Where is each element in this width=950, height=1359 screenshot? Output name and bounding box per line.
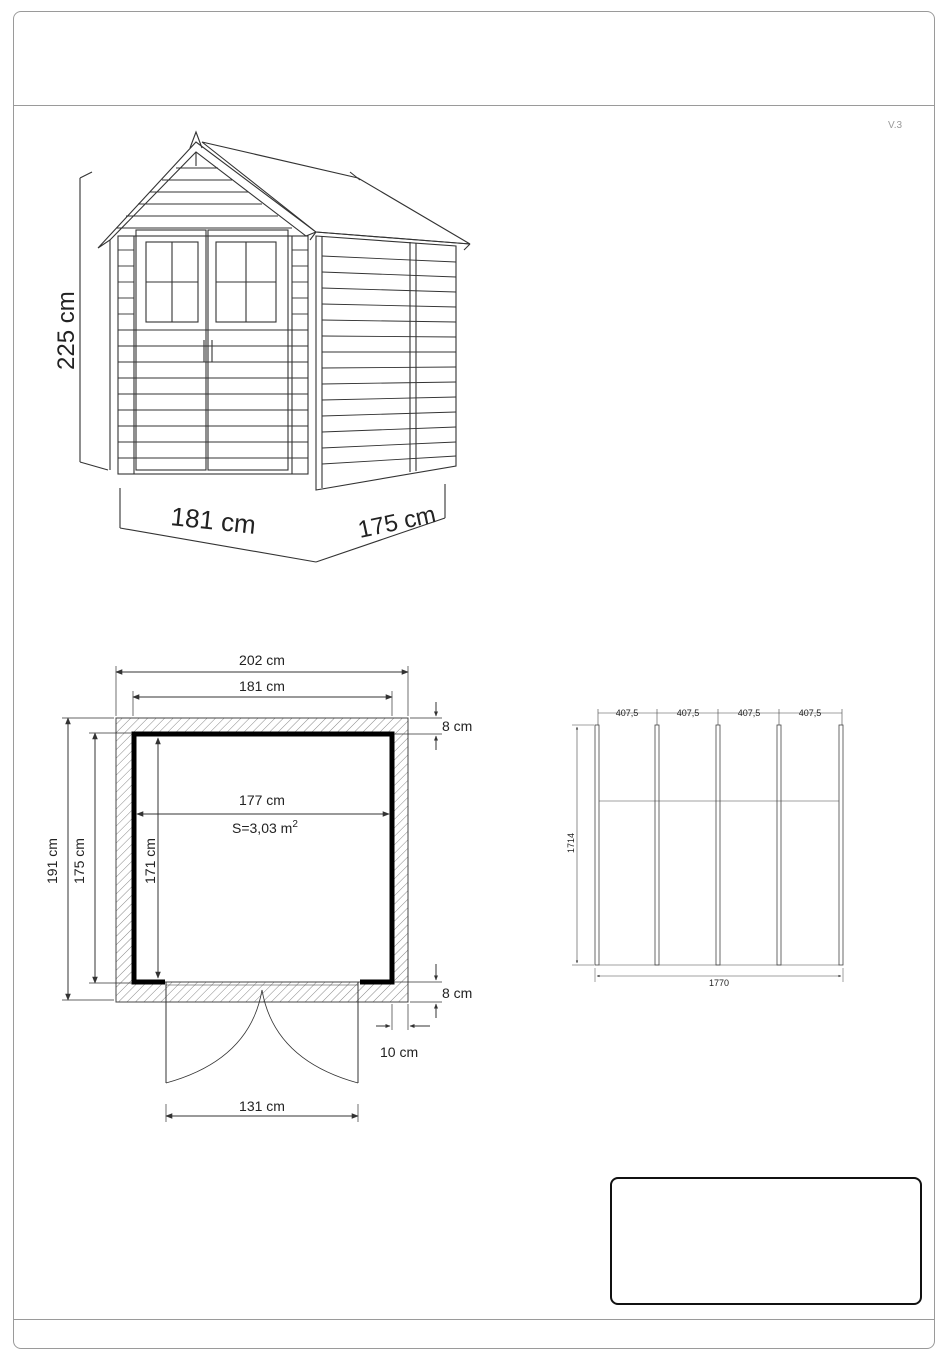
outer-depth-label: 191 cm <box>44 838 60 884</box>
front-width-label: 181 cm <box>169 501 258 540</box>
wall-depth-label: 175 cm <box>71 838 87 884</box>
roof-depth-label: 1714 <box>566 832 576 853</box>
wall-width-label: 181 cm <box>239 678 285 694</box>
panel-width-label-4: 407,5 <box>798 708 822 718</box>
inner-wall-outline <box>134 734 392 982</box>
floor-plan <box>44 652 472 1122</box>
area-label: S=3,03 $m^2$ <box>232 819 298 836</box>
side-depth-label: 175 cm <box>355 501 439 544</box>
beam-2 <box>655 725 659 965</box>
height-dimension <box>53 172 108 470</box>
panel-width-label-3: 407,5 <box>737 708 761 718</box>
top-wall-label: 8 cm <box>442 718 473 734</box>
panel-width-label-1: 407,5 <box>615 708 639 718</box>
inner-width-label: 177 cm <box>239 792 285 808</box>
shed-elevation <box>53 132 470 562</box>
roof-panel-plan <box>566 708 843 988</box>
roof-side <box>202 142 470 250</box>
height-label: 225 cm <box>53 291 80 370</box>
beam-3 <box>716 725 720 965</box>
outer-width-label: 202 cm <box>239 652 285 668</box>
roof-width-label: 1770 <box>708 978 730 988</box>
overhang-label: 10 cm <box>380 1044 419 1060</box>
beam-1 <box>595 725 599 965</box>
double-door <box>136 230 288 470</box>
beam-4 <box>777 725 781 965</box>
door-width-label: 131 cm <box>239 1098 285 1114</box>
side-siding <box>322 256 456 464</box>
base-dimensions <box>120 484 445 562</box>
wall-hatching <box>116 718 408 1002</box>
bottom-wall-label: 8 cm <box>442 985 473 1001</box>
version-label: V.3 <box>888 120 903 131</box>
beam-5 <box>839 725 843 965</box>
panel-width-label-2: 407,5 <box>676 708 700 718</box>
inner-depth-label: 171 cm <box>142 838 158 884</box>
